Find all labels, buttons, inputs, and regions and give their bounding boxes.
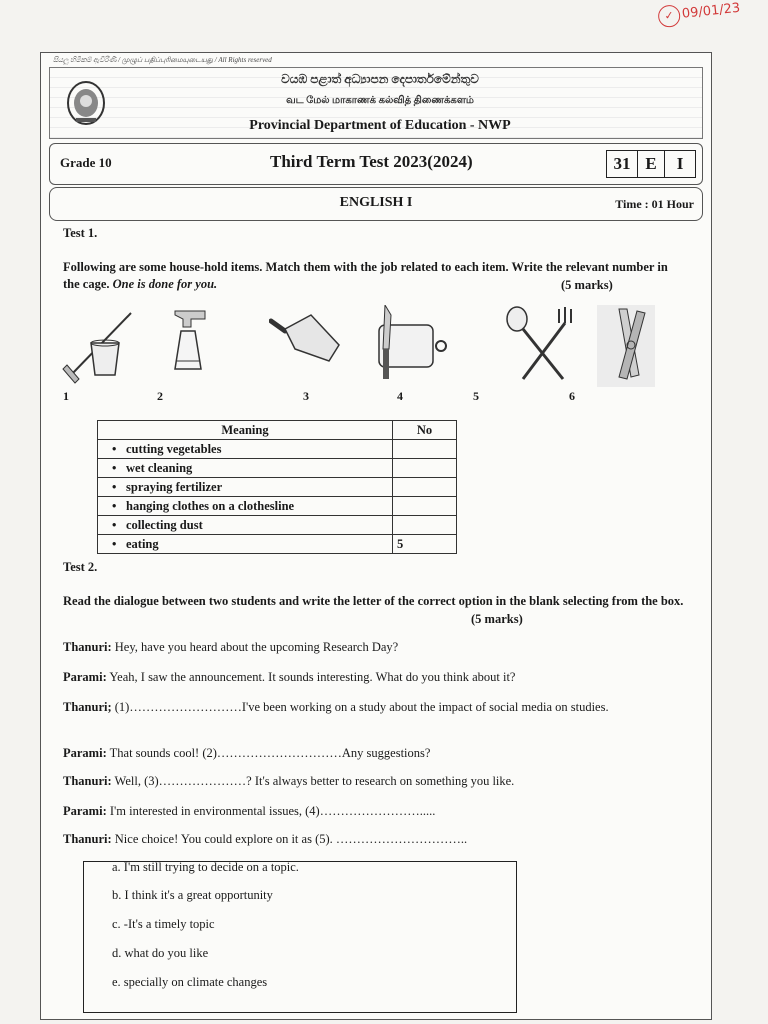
option-e: e. specially on climate changes — [112, 975, 268, 989]
clothes-peg-icon — [597, 305, 677, 390]
dialogue-line-5 — [63, 773, 514, 790]
item-number-2: 2 — [157, 389, 163, 403]
option-a: a. I'm still trying to decide on a topic. — [112, 860, 299, 874]
meaning-cell: • eating — [98, 535, 393, 554]
time-allowed: Time : 01 Hour — [615, 197, 694, 211]
answer-cell[interactable] — [393, 516, 457, 535]
answer-cell[interactable] — [393, 478, 457, 497]
stamp-date: 09/01/23 — [680, 0, 741, 22]
grade-label: Grade 10 — [60, 155, 112, 170]
answer-cell[interactable] — [393, 440, 457, 459]
test1-instruction-emphasis: One is done for you. — [112, 277, 218, 291]
department-name-sinhala: වයඹ පළාත් අධ්‍යාපන දෙපාර්තමේන්තුව — [281, 72, 479, 86]
household-items — [61, 305, 681, 415]
dialogue-text: (1)………………………I've been working on a study about the impact of social media on studies. — [114, 700, 609, 714]
dialogue-text: Yeah, I saw the announcement. It sounds interesting. What do you think about it? — [109, 670, 516, 684]
table-row — [98, 459, 457, 478]
dialogue-line-2 — [63, 669, 515, 686]
paper-code — [607, 150, 696, 178]
dialogue-line-6 — [63, 803, 435, 820]
matching-table — [97, 420, 457, 554]
speaker-name: Parami: — [63, 804, 107, 818]
provincial-crest-icon — [66, 80, 106, 126]
paper-code-medium: E — [637, 150, 665, 178]
knife-and-cutting-board-icon — [371, 305, 451, 390]
column-header-no: No — [393, 421, 457, 440]
item-number-5: 5 — [473, 389, 479, 403]
answer-cell[interactable] — [393, 497, 457, 516]
speaker-name: Parami: — [63, 746, 107, 760]
dustpan-icon — [269, 305, 349, 390]
exam-paper — [40, 52, 712, 1020]
department-name-tamil: வட மேல் மாகாணக் கல்வித் திணைக்களம் — [286, 95, 474, 106]
exam-header — [49, 143, 703, 185]
test1-marks: (5 marks) — [561, 278, 613, 292]
dialogue-line-3 — [63, 699, 685, 716]
meaning-cell: • hanging clothes on a clothesline — [98, 497, 393, 516]
exam-title: Third Term Test 2023(2024) — [270, 152, 473, 171]
meaning-cell: • wet cleaning — [98, 459, 393, 478]
date-stamp — [657, 0, 741, 28]
meaning-cell: • collecting dust — [98, 516, 393, 535]
table-row — [98, 497, 457, 516]
table-row — [98, 516, 457, 535]
speaker-name: Thanuri: — [63, 640, 112, 654]
speaker-name: Thanuri; — [63, 700, 112, 714]
dialogue-text: That sounds cool! (2)…………………………Any suggestions? — [109, 746, 431, 760]
test1-title: Test 1. — [63, 226, 98, 240]
test2-title: Test 2. — [63, 560, 98, 574]
column-header-meaning: Meaning — [98, 421, 393, 440]
dialogue-text: I'm interested in environmental issues, (4)……………………..... — [109, 804, 436, 818]
test1-instruction-text: Following are some house-hold items. Match them with the job related to each item. Write the relevant number in the cage. — [63, 260, 668, 291]
dialogue-line-1 — [63, 639, 398, 656]
dialogue-line-4 — [63, 745, 430, 762]
item-number-4: 4 — [397, 389, 403, 403]
option-b: b. I think it's a great opportunity — [112, 888, 273, 902]
table-row — [98, 478, 457, 497]
paper-code-subject: 31 — [606, 150, 638, 178]
spray-bottle-icon — [161, 305, 241, 390]
answer-cell[interactable]: 5 — [393, 535, 457, 554]
option-d: d. what do you like — [112, 946, 209, 960]
speaker-name: Thanuri: — [63, 832, 112, 846]
item-number-3: 3 — [303, 389, 309, 403]
department-banner — [49, 67, 703, 139]
dialogue-text: Nice choice! You could explore on it as (5). ………………………….. — [114, 832, 468, 846]
subject-title: ENGLISH I — [339, 195, 413, 210]
speaker-name: Thanuri: — [63, 774, 112, 788]
meaning-cell: • cutting vegetables — [98, 440, 393, 459]
options-box — [83, 861, 517, 1013]
item-number-1: 1 — [63, 389, 69, 403]
meaning-cell: • spraying fertilizer — [98, 478, 393, 497]
table-header-row — [98, 421, 457, 440]
spoon-and-fork-icon — [501, 305, 581, 390]
mop-and-bucket-icon — [61, 305, 141, 390]
option-c: c. -It's a timely topic — [112, 917, 215, 931]
item-number-6: 6 — [569, 389, 575, 403]
table-row — [98, 440, 457, 459]
table-row — [98, 535, 457, 554]
rights-notice: සියලු හිමිකම් ඇවිරිණි / முழுப் பதிப்புரிமையுடையது / All Rights reserved — [53, 56, 272, 64]
answer-cell[interactable] — [393, 459, 457, 478]
department-name-english: Provincial Department of Education - NWP — [249, 118, 511, 133]
paper-code-part: I — [664, 150, 696, 178]
dialogue-line-7 — [63, 831, 467, 848]
signature-icon: ✓ — [657, 4, 681, 28]
speaker-name: Parami: — [63, 670, 107, 684]
subject-bar — [49, 187, 703, 221]
test2-instruction: Read the dialogue between two students and write the letter of the correct option in the blank selecting from the box. — [63, 594, 684, 608]
test2-marks: (5 marks) — [471, 612, 523, 626]
dialogue-text: Well, (3)…………………? It's always better to research on something you like. — [114, 774, 515, 788]
dialogue-text: Hey, have you heard about the upcoming Research Day? — [114, 640, 399, 654]
